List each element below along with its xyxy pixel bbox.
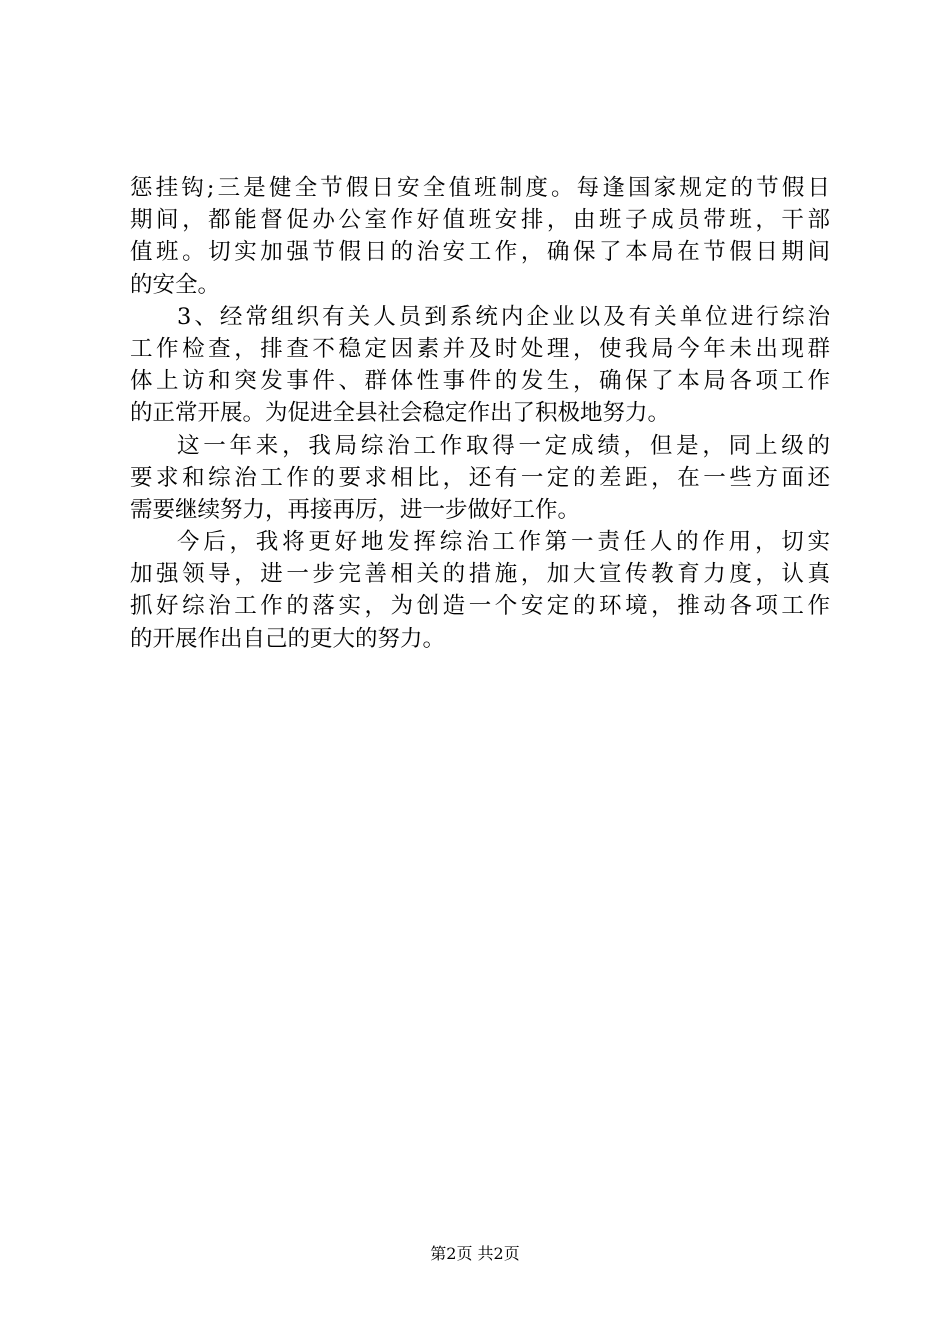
page-footer [0, 1243, 950, 1265]
text-line: 工作检查，排查不稳定因素并及时处理，使我局今年未出现群 [130, 335, 830, 362]
text-line: 体上访和突发事件、群体性事件的发生，确保了本局各项工作 [130, 368, 830, 395]
text-line: 加强领导，进一步完善相关的措施，加大宣传教育力度，认真 [130, 561, 830, 588]
text-line: 需要继续努力，再接再厉，进一步做好工作。 [130, 496, 581, 523]
page-number-label: 第2页 共2页 [430, 1244, 520, 1263]
text-line: 的开展作出自己的更大的努力。 [130, 625, 446, 652]
text-line: 期间，都能督促办公室作好值班安排，由班子成员带班，干部 [130, 207, 830, 234]
text-line: 要求和综治工作的要求相比，还有一定的差距，在一些方面还 [130, 464, 830, 491]
text-line: 这一年来，我局综治工作取得一定成绩，但是，同上级的 [177, 432, 830, 459]
text-line: 的安全。 [130, 271, 221, 298]
text-line: 惩挂钩;三是健全节假日安全值班制度。每逢国家规定的节假日 [130, 175, 830, 201]
text-line: 值班。切实加强节假日的治安工作，确保了本局在节假日期间 [130, 239, 830, 266]
text-line: 今后，我将更好地发挥综治工作第一责任人的作用，切实 [177, 529, 830, 556]
text-line: 的正常开展。为促进全县社会稳定作出了积极地努力。 [130, 400, 671, 427]
text-line: 抓好综治工作的落实，为创造一个安定的环境，推动各项工作 [130, 593, 830, 620]
text-line: 3、经常组织有关人员到系统内企业以及有关单位进行综治 [177, 303, 830, 330]
document-body [130, 172, 830, 655]
